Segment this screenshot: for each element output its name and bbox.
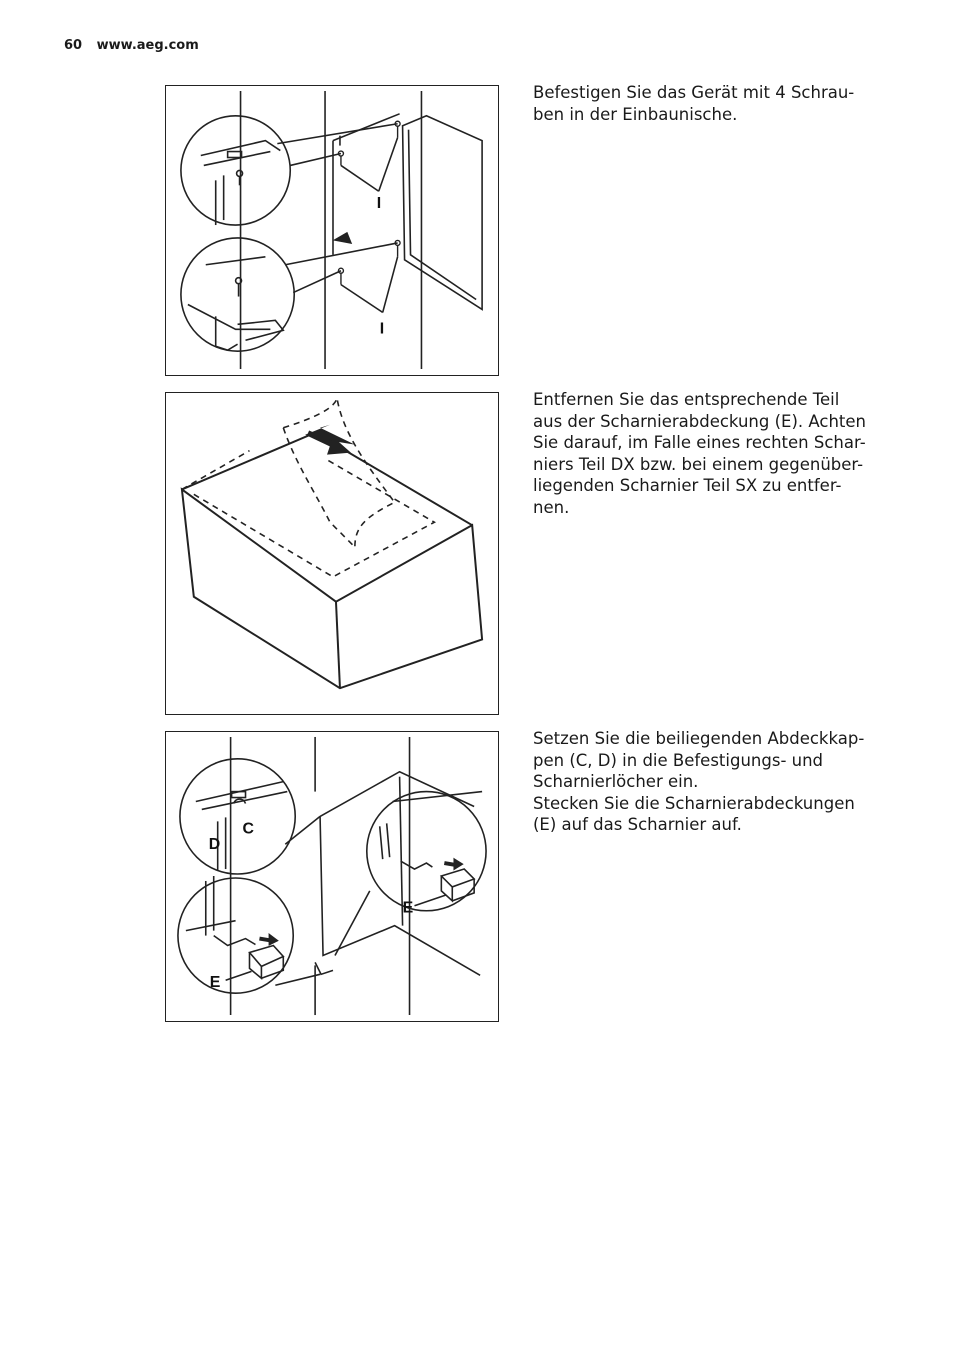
label-c: C (242, 820, 255, 838)
label-e-left: E (209, 974, 221, 992)
hinge-cover-illustration (166, 393, 498, 714)
label-e-right: E (402, 899, 414, 917)
step-2-text: Entfernen Sie das entsprechende Teil aus der Scharnierabdeckung (E). Achten Sie darauf, im Falle eines rechten Schar- niers Teil DX bzw. bei einem gegenüber- liegenden Scharnier Teil SX zu entfer- nen. (533, 390, 867, 517)
page-header (64, 38, 199, 53)
page-number: 60 (64, 38, 83, 53)
step-3-text: Setzen Sie die beiliegenden Abdeckkap- pen (C, D) in die Befestigungs- und Scharnierlöcher ein. Stecken Sie die Scharnierabdeckungen (E) auf das Scharnier auf. (533, 729, 865, 834)
step-1-text: Befestigen Sie das Gerät mit 4 Schrau- ben in der Einbaunische. (533, 83, 855, 124)
label-screw-bottom: I (379, 320, 385, 338)
cover-caps-illustration (166, 732, 498, 1021)
figure-cover-caps (165, 731, 499, 1022)
screw-fixing-illustration (166, 86, 498, 375)
website-url: www.aeg.com (96, 38, 199, 53)
figure-screw-fixing (165, 85, 499, 376)
figure-hinge-cover (165, 392, 499, 715)
label-screw-top: I (376, 195, 382, 213)
label-d: D (208, 836, 221, 854)
